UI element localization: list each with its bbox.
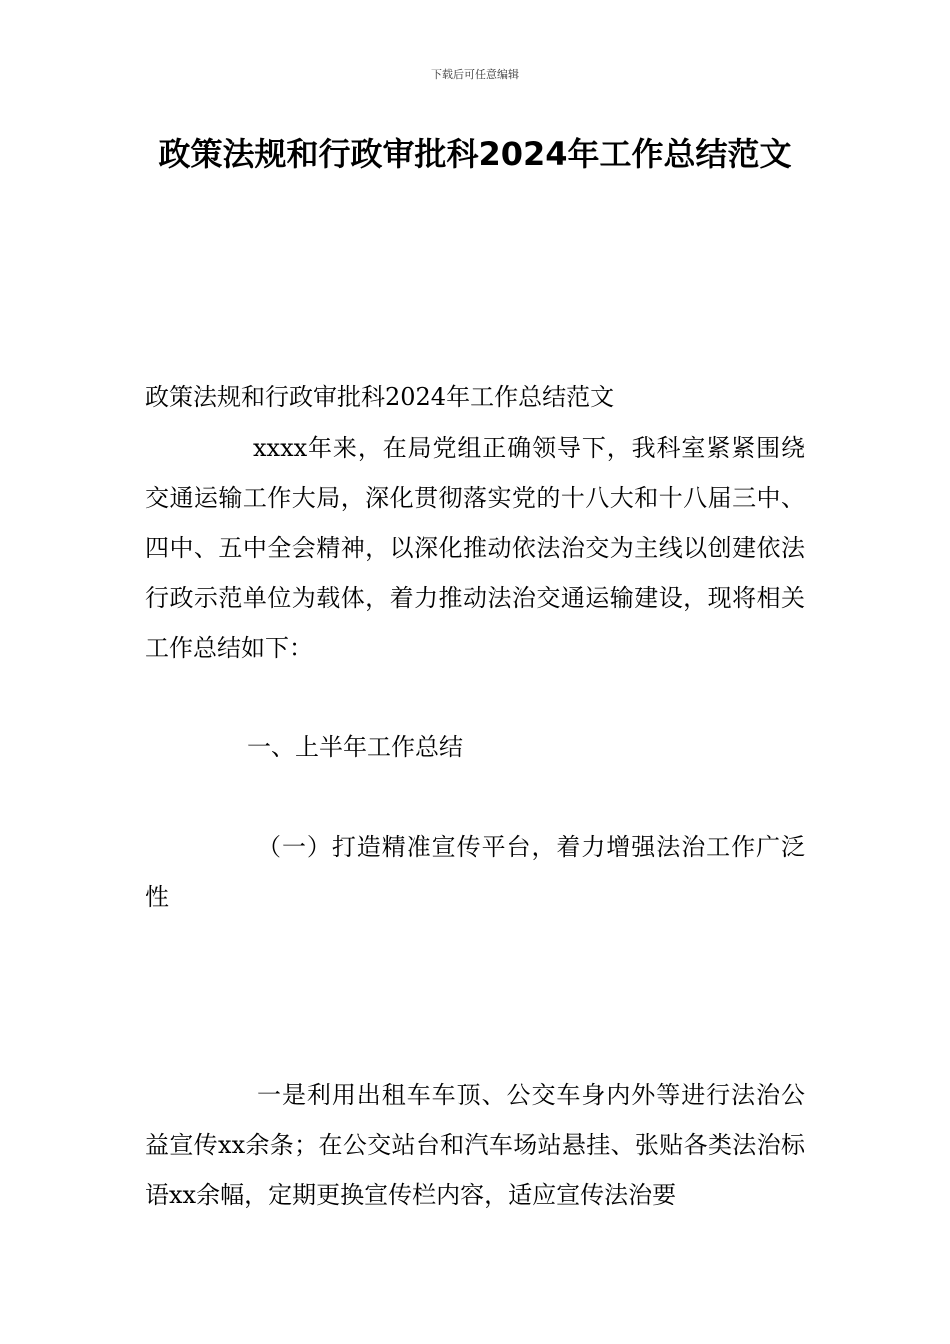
intro-paragraph: xxxx年来，在局党组正确领导下，我科室紧紧围绕交通运输工作大局，深化贯彻落实党的十八大和十八届三中、四中、五中全会精神，以深化推动依法治交为主线以创建依法行政示范单位为载体，着力推动法治交通运输建设，现将相关工作总结如下： xyxy=(145,434,805,662)
item-paragraph: 一是利用出租车车顶、公交车身内外等进行法治公益宣传xx余条；在公交站台和汽车场站悬挂、张贴各类法治标语xx余幅，定期更换宣传栏内容，适应宣传法治要 xyxy=(145,1081,805,1209)
document-title: 政策法规和行政审批科2024年工作总结范文 xyxy=(158,135,792,173)
sub-heading: （一）打造精准宣传平台，着力增强法治工作广泛性 xyxy=(145,833,805,911)
document-subtitle: 政策法规和行政审批科2024年工作总结范文 xyxy=(145,383,615,411)
section-heading: 一、上半年工作总结 xyxy=(247,733,463,761)
header-note: 下载后可任意编辑 xyxy=(431,68,519,81)
